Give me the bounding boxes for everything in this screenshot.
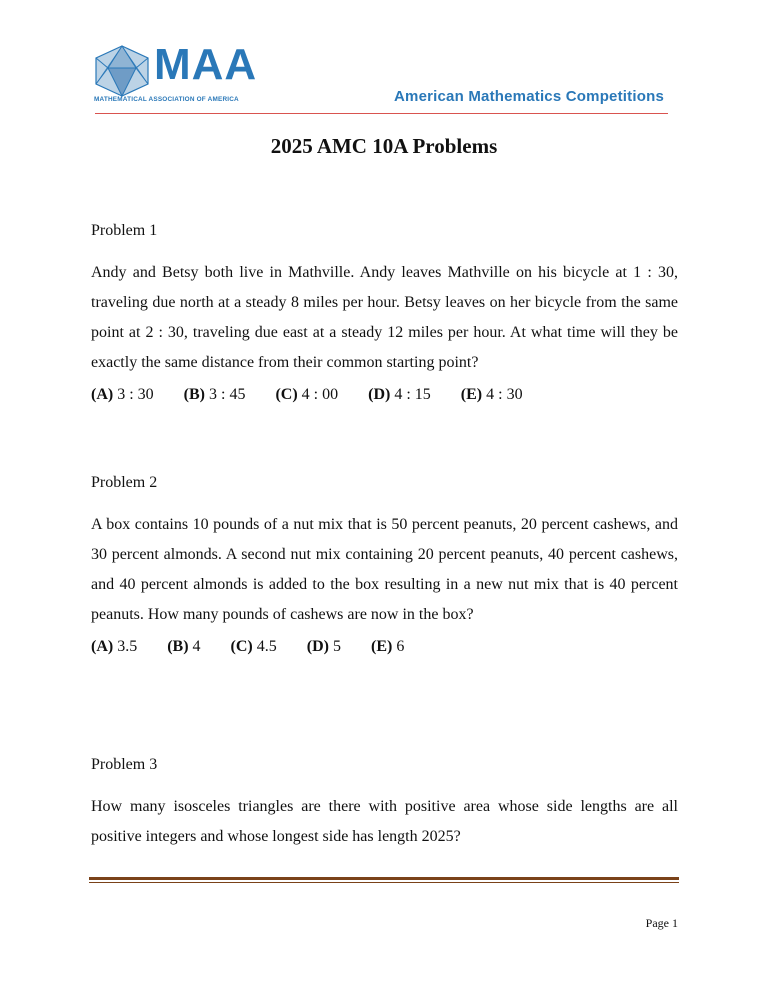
- problem-3: [91, 756, 678, 852]
- page-title: 2025 AMC 10A Problems: [270, 134, 498, 158]
- problem-label: Problem 2: [91, 474, 158, 491]
- choice-b: (B) 4: [167, 638, 201, 655]
- answer-choices: [91, 386, 678, 404]
- problem-text: How many isosceles triangles are there with positive area whose side lengths are all positive integers and whose longest side has length 2025?: [91, 798, 678, 845]
- problem-2: [91, 474, 678, 656]
- choice-a: (A) 3 : 30: [91, 386, 154, 403]
- choice-d: (D) 5: [306, 638, 341, 655]
- problem-1: [91, 222, 678, 404]
- footer-divider: [89, 877, 679, 880]
- choice-c: (C) 4 : 00: [275, 386, 339, 403]
- logo-acronym: MAA: [154, 40, 258, 89]
- choice-e: (E) 6: [370, 638, 405, 655]
- footer-divider-thin: [89, 882, 679, 883]
- header-divider: [95, 113, 668, 114]
- choice-c: (C) 4.5: [230, 638, 277, 655]
- maa-logo: [92, 40, 258, 106]
- answer-choices: [91, 638, 678, 656]
- choice-d: (D) 4 : 15: [368, 386, 431, 403]
- problem-label: Problem 1: [91, 222, 158, 239]
- problem-text: Andy and Betsy both live in Mathville. Andy leaves Mathville on his bicycle at 1 : 30, traveling due north at a steady 8 miles per hour. Betsy leaves on her bicycle from the same point at 2 : 30, traveling due east at a steady 12 miles per hour. At what time will they be exactly the same distance from their common starting point?: [91, 264, 678, 371]
- choice-e: (E) 4 : 30: [460, 386, 523, 403]
- logo-org-name: MATHEMATICAL ASSOCIATION OF AMERICA: [94, 96, 239, 103]
- icosahedron-icon: [92, 44, 152, 98]
- page-number: Page 1: [645, 916, 678, 930]
- problem-label: Problem 3: [91, 756, 158, 773]
- choice-a: (A) 3.5: [91, 638, 138, 655]
- choice-b: (B) 3 : 45: [183, 386, 246, 403]
- program-name: American Mathematics Competitions: [394, 88, 664, 105]
- problem-text: A box contains 10 pounds of a nut mix that is 50 percent peanuts, 20 percent cashews, and 30 percent almonds. A second nut mix containing 20 percent peanuts, 40 percent cashews, and 40 percent almonds is added to the box resulting in a new nut mix that is 40 percent peanuts. How many pounds of cashews are now in the box?: [91, 516, 678, 623]
